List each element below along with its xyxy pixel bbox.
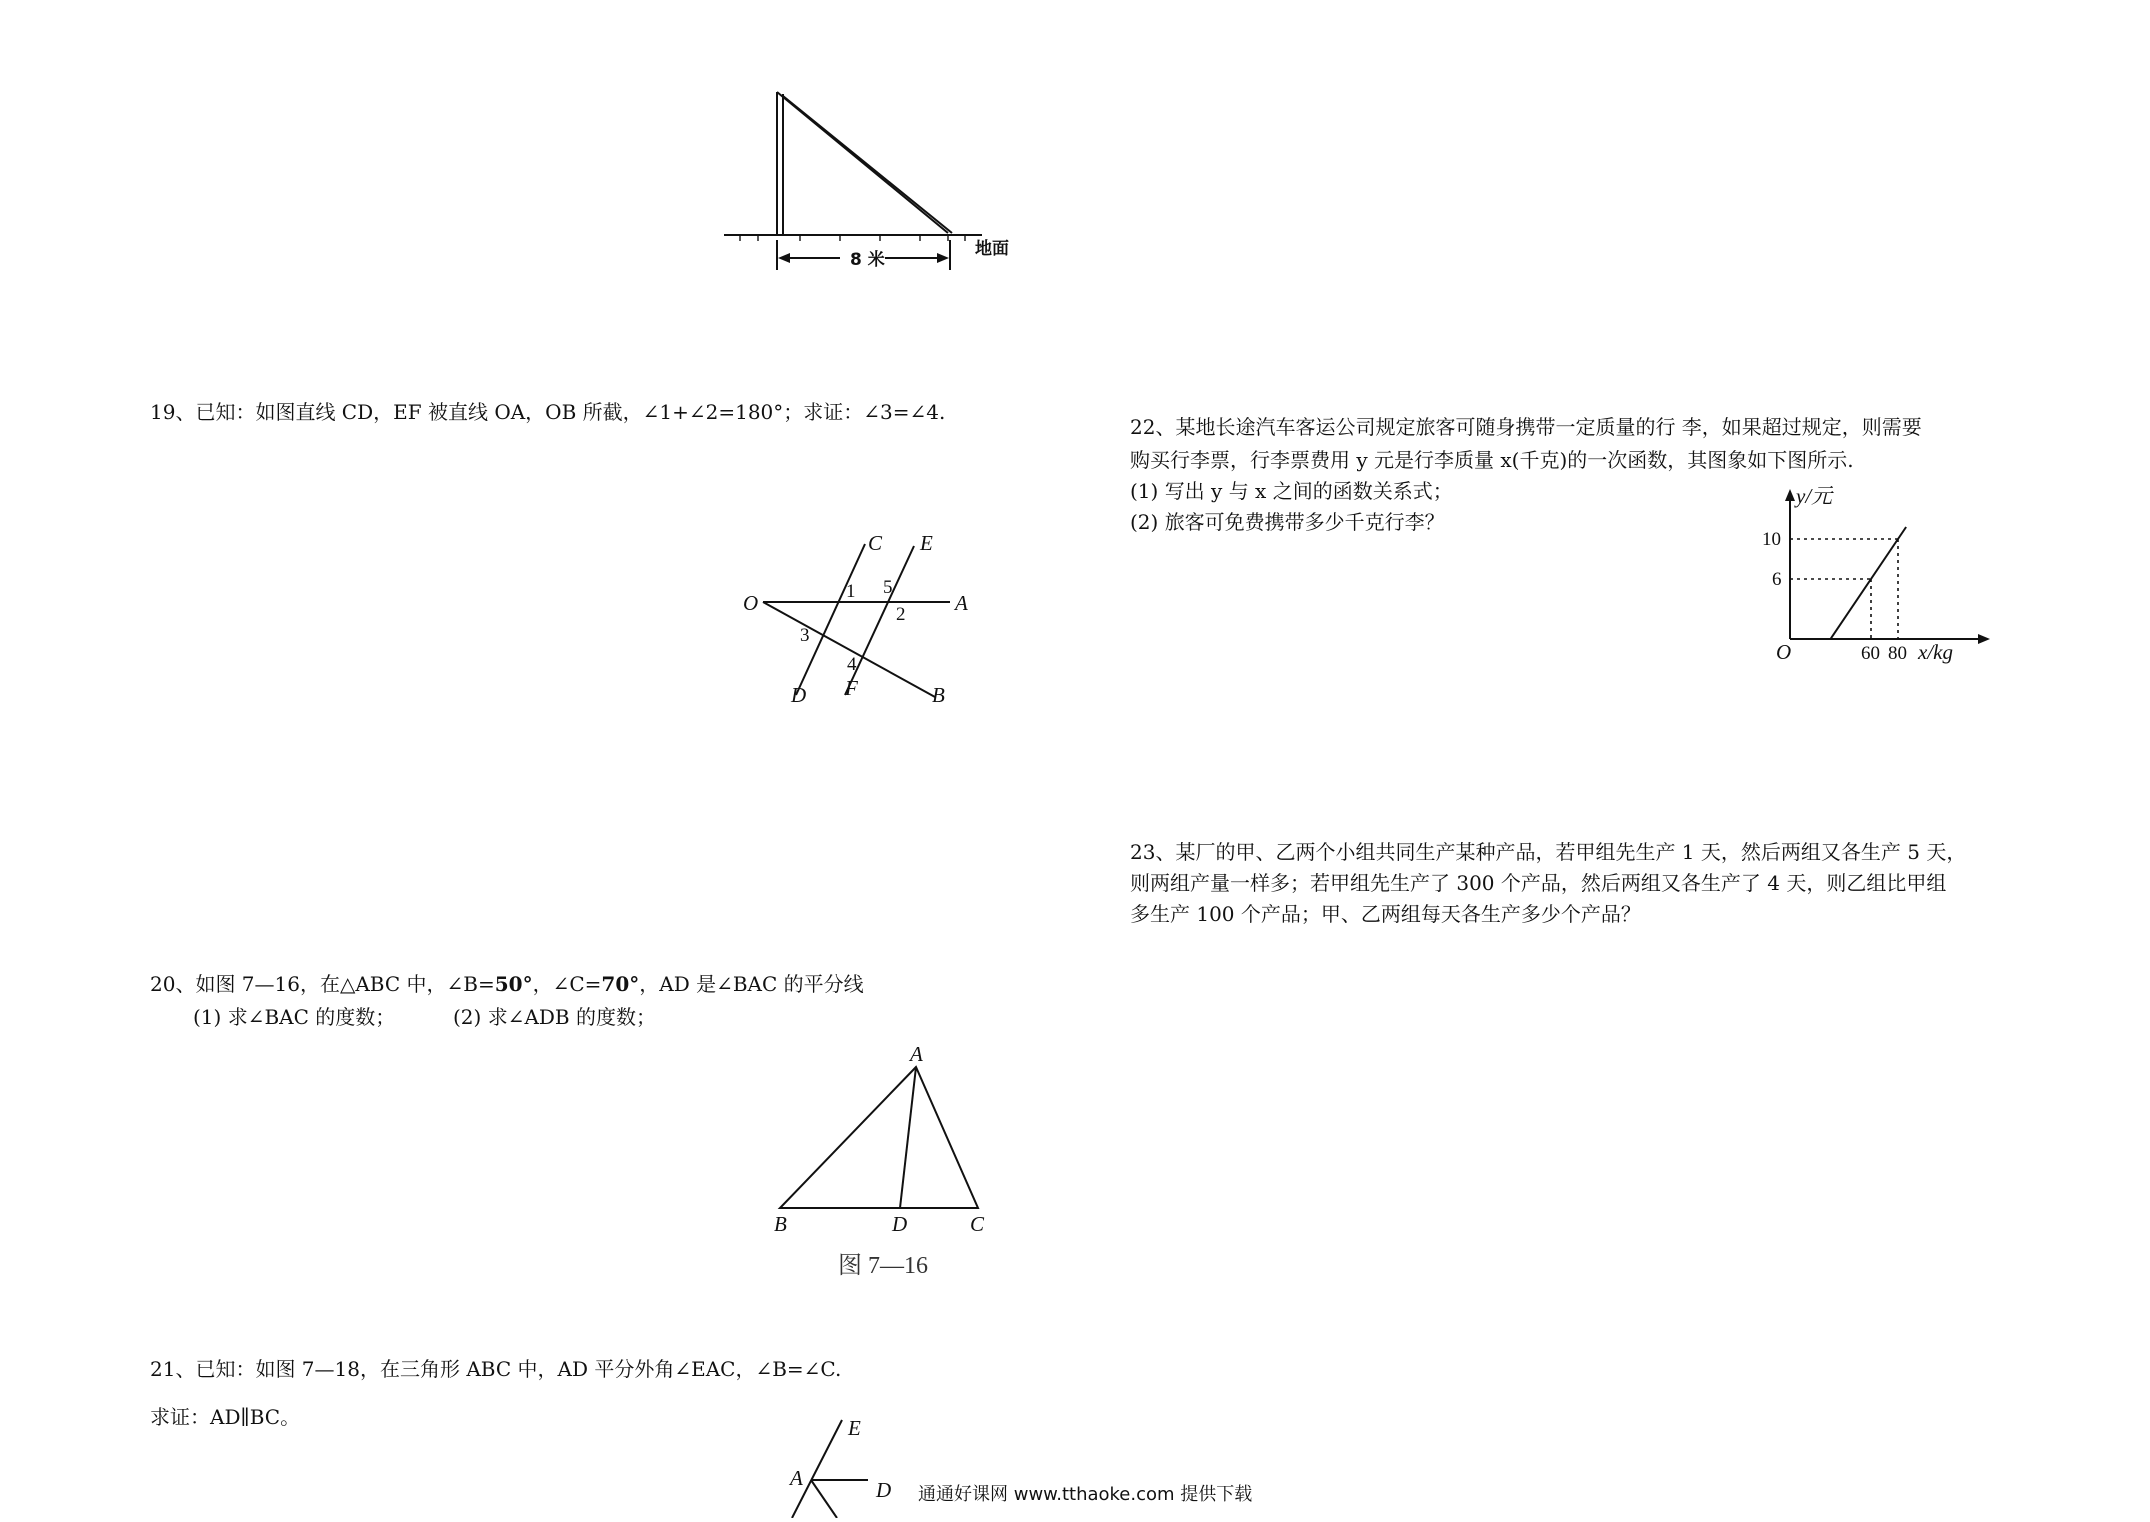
label-e: E <box>848 1416 861 1440</box>
ground-label: 地面 <box>975 239 1009 259</box>
label-f: F <box>845 676 858 700</box>
pole-figure <box>720 80 1020 280</box>
q19-text: 19、已知：如图直线 CD，EF 被直线 OA，OB 所截，∠1+∠2=180°；求证：∠3=∠4. <box>150 400 946 424</box>
label-d: D <box>876 1478 892 1502</box>
q23-line1: 23、某厂的甲、乙两个小组共同生产某种产品，若甲组先生产 1 天，然后两组又各生产 5 天， <box>1130 840 1967 864</box>
q21-line2: 求证：AD∥BC。 <box>150 1405 301 1429</box>
label-o: O <box>743 591 759 615</box>
q23-line2: 则两组产量一样多；若甲组先生产了 300 个产品，然后两组又各生产了 4 天，则乙组比甲组 <box>1130 871 1947 895</box>
label-a: A <box>910 1045 923 1066</box>
y-tick-label: 6 <box>1772 569 1782 590</box>
q20-figure <box>770 1045 990 1285</box>
bisector-ad <box>900 1067 916 1208</box>
label-a: A <box>790 1466 803 1490</box>
x-tick-label: 80 <box>1888 643 1907 664</box>
q23-line3: 多生产 100 个产品；甲、乙两组每天各生产多少个产品？ <box>1130 902 1641 926</box>
label-c: C <box>868 531 883 555</box>
label-e: E <box>920 531 933 555</box>
label-d: D <box>892 1212 908 1236</box>
q22-part2: (2) 旅客可免费携带多少千克行李？ <box>1130 510 1445 534</box>
q20-part1: (1) 求∠BAC 的度数； <box>193 1005 396 1029</box>
label-c: C <box>970 1212 985 1236</box>
q21-figure <box>780 1415 920 1518</box>
q22-line2: 购买行李票，行李票费用 y 元是行李质量 x(千克)的一次函数，其图象如下图所示. <box>1130 448 1854 472</box>
series-line <box>1831 527 1907 639</box>
angle-5: 5 <box>883 577 893 598</box>
angle-2: 2 <box>896 604 906 625</box>
y-tick-label: 10 <box>1762 529 1781 550</box>
angle-1: 1 <box>846 581 856 602</box>
origin-label: O <box>1776 640 1792 664</box>
angle-b-value: 50° <box>494 972 533 996</box>
x-tick-label: 60 <box>1861 643 1880 664</box>
angle-3: 3 <box>800 625 810 646</box>
line-ac <box>811 1480 837 1518</box>
triangle-abc <box>780 1067 978 1208</box>
label-b: B <box>932 683 945 707</box>
q22-part1: (1) 写出 y 与 x 之间的函数关系式； <box>1130 479 1453 503</box>
x-axis-label: x/kg <box>1918 640 1953 664</box>
angle-c-value: 70° <box>601 972 640 996</box>
q22-chart <box>1750 485 2000 675</box>
q20-part2: (2) 求∠ADB 的度数； <box>453 1005 656 1029</box>
q20-line1: 20、如图 7—16，在△ABC 中，∠B=50°，∠C=70°，AD 是∠BAC 的平分线 <box>150 972 864 996</box>
footer-text: 通通好课网 www.tthaoke.com 提供下载 <box>918 1484 1253 1505</box>
label-d: D <box>791 683 807 707</box>
q19-figure <box>735 530 975 715</box>
label-a: A <box>955 591 968 615</box>
figure-caption: 图 7—16 <box>838 1253 928 1279</box>
q21-line1: 21、已知：如图 7—18，在三角形 ABC 中，AD 平分外角∠EAC，∠B=∠C. <box>150 1357 842 1381</box>
label-b: B <box>774 1212 787 1236</box>
distance-label: 8 米 <box>850 250 885 270</box>
y-axis-label: y/元 <box>1796 485 1833 508</box>
q22-line1: 22、某地长途汽车客运公司规定旅客可随身携带一定质量的行 李，如果超过规定，则需要 <box>1130 415 1922 439</box>
angle-4: 4 <box>847 654 857 675</box>
